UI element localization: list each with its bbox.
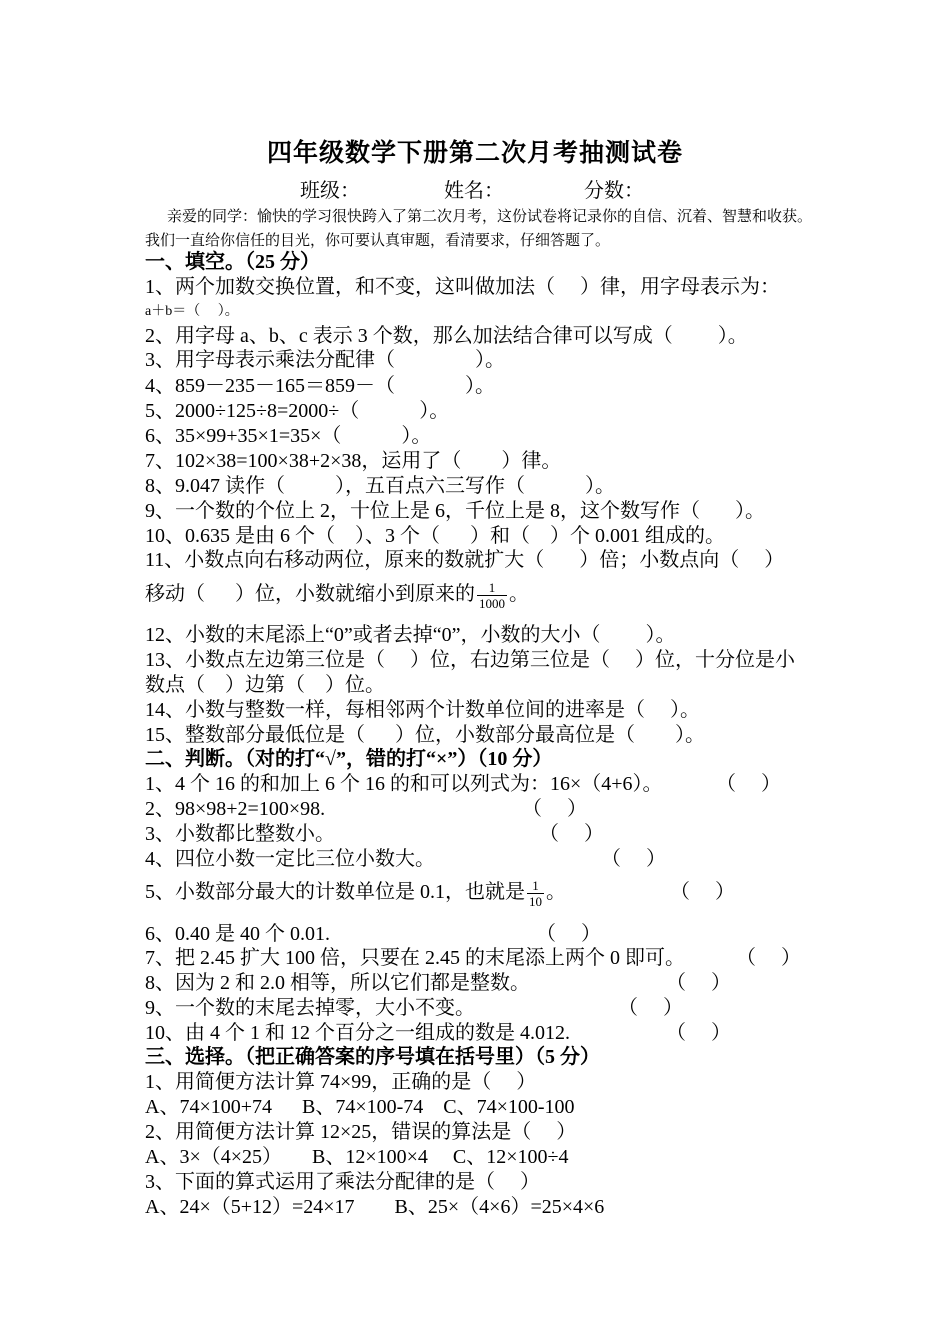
section-judge-heading: 二、判断。（对的打“√”，错的打“×”）（10 分）: [145, 748, 553, 770]
fill-q11-cont: 移动（ ）位，小数就缩小到原来的 $\frac{1}{1000}$ 。: [145, 579, 529, 611]
fill-q4: 4、859－235－165＝859－（ ）。: [145, 375, 495, 397]
intro-paragraph: 亲爱的同学：愉快的学习很快跨入了第二次月考，这份试卷将记录你的自信、沉着、智慧和收获。我们一直给你信任的目光，你可要认真审题，看清要求，仔细答题了。: [145, 207, 813, 249]
judge-q10: 10、由 4 个 1 和 12 个百分之一组成的数是 4.012.: [145, 1022, 570, 1044]
fill-q2: 2、用字母 a、b、c 表示 3 个数，那么加法结合律可以写成（ ）。: [145, 325, 748, 347]
judge-q4-answer[interactable]: （ ）: [601, 848, 666, 870]
choice-q1: 1、用简便方法计算 74×99，正确的是（ ）: [145, 1071, 537, 1093]
judge-q9-answer[interactable]: （ ）: [618, 997, 683, 1019]
fraction-1-10: $\frac{1}{10}$: [529, 877, 542, 909]
section-choice-heading: 三、选择。（把正确答案的序号填在括号里）（5 分）: [145, 1046, 600, 1068]
fill-q15: 15、整数部分最低位是（ ）位，小数部分最高位是（ ）。: [145, 724, 705, 746]
fill-q6: 6、35×99+35×1=35×（ ）。: [145, 425, 432, 447]
fraction-1-1000: $\frac{1}{1000}$: [479, 579, 505, 611]
choice-q1-options: A、74×100+74 B、74×100-74 C、74×100-100: [145, 1096, 575, 1118]
judge-q9: 9、一个数的末尾去掉零，大小不变。: [145, 997, 475, 1019]
judge-q7: 7、把 2.45 扩大 100 倍，只要在 2.45 的末尾添上两个 0 即可。: [145, 947, 685, 969]
judge-q3-answer[interactable]: （ ）: [539, 823, 604, 845]
score-label: 分数：: [584, 180, 644, 202]
fill-q1: 1、两个加数交换位置，和不变，这叫做加法（ ）律，用字母表示为：: [145, 276, 780, 298]
fill-q10: 10、0.635 是由 6 个（ ）、3 个（ ）和（ ）个 0.001 组成的。: [145, 525, 725, 547]
judge-q3: 3、小数都比整数小。: [145, 823, 335, 845]
judge-q1-answer[interactable]: （ ）: [716, 773, 781, 795]
section-fill-heading: 一、填空。（25 分）: [145, 251, 320, 273]
fill-q3: 3、用字母表示乘法分配律（ ）。: [145, 349, 505, 371]
fill-q8: 8、9.047 读作（ ），五百点六三写作（ ）。: [145, 475, 615, 497]
judge-q10-answer[interactable]: （ ）: [666, 1022, 731, 1044]
choice-q2: 2、用简便方法计算 12×25，错误的算法是（ ）: [145, 1121, 577, 1143]
fill-q9: 9、一个数的个位上 2，十位上是 6，千位上是 8，这个数写作（ ）。: [145, 500, 765, 522]
judge-q5-answer[interactable]: （ ）: [670, 881, 735, 903]
fill-q1-formula: a＋b＝（ ）。: [145, 304, 239, 319]
judge-q2: 2、98×98+2=100×98.: [145, 798, 326, 820]
judge-q1: 1、4 个 16 的和加上 6 个 16 的和可以列式为：16×（4+6）。: [145, 773, 663, 795]
name-label: 姓名：: [444, 180, 504, 202]
fill-q13-cont: 数点（ ）边第（ ）位。: [145, 674, 385, 696]
fill-q5: 5、2000÷125÷8=2000÷（ ）。: [145, 400, 450, 422]
page-title: 四年级数学下册第二次月考抽测试卷: [266, 140, 683, 167]
judge-q7-answer[interactable]: （ ）: [736, 947, 801, 969]
judge-q2-answer[interactable]: （ ）: [522, 798, 587, 820]
fill-q14: 14、小数与整数一样，每相邻两个计数单位间的进率是（ ）。: [145, 699, 700, 721]
judge-q4: 4、四位小数一定比三位小数大。: [145, 848, 435, 870]
judge-q6: 6、0.40 是 40 个 0.01.: [145, 923, 330, 945]
choice-q3-options: A、24×（5+12）=24×17 B、25×（4×6）=25×4×6: [145, 1196, 605, 1218]
fill-q7: 7、102×38=100×38+2×38，运用了（ ）律。: [145, 450, 562, 472]
judge-q8: 8、因为 2 和 2.0 相等，所以它们都是整数。: [145, 972, 530, 994]
judge-q6-answer[interactable]: （ ）: [536, 923, 601, 945]
fill-q11: 11、小数点向右移动两位，原来的数就扩大（ ）倍；小数点向（ ）: [145, 549, 785, 571]
fill-q13: 13、小数点左边第三位是（ ）位，右边第三位是（ ）位，十分位是小: [145, 649, 795, 671]
choice-q3: 3、下面的算式运用了乘法分配律的是（ ）: [145, 1171, 540, 1193]
judge-q8-answer[interactable]: （ ）: [666, 972, 731, 994]
fill-q12: 12、小数的末尾添上“0”或者去掉“0”，小数的大小（ ）。: [145, 624, 676, 646]
class-label: 班级：: [300, 180, 360, 202]
judge-q5: 5、小数部分最大的计数单位是 0.1，也就是 $\frac{1}{10}$ 。: [145, 877, 566, 909]
choice-q2-options: A、3×（4×25） B、12×100×4 C、12×100÷4: [145, 1146, 569, 1168]
